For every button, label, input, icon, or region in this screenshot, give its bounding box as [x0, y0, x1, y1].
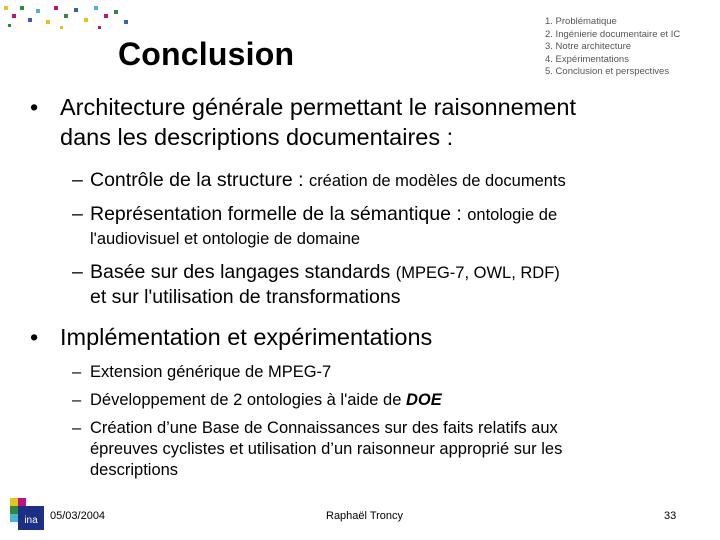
slide-title: Conclusion: [118, 36, 295, 72]
dash: –: [72, 203, 83, 225]
sub-bullet-line: épreuves cyclistes et utilisation d’un raisonneur approprié sur les: [90, 440, 563, 458]
sub-bullet-text: [90, 260, 690, 309]
agenda-item: 4. Expérimentations: [545, 53, 629, 65]
agenda-outline: [545, 16, 717, 79]
sub-bullet-detail: l'audiovisuel et ontologie de domaine: [90, 230, 361, 248]
bullet-line: Architecture générale permettant le raisonnement: [60, 94, 576, 120]
agenda-item: 2. Ingénierie documentaire et IC: [545, 28, 681, 40]
doe-emphasis: DOE: [405, 391, 442, 409]
sub-bullet-text: Extension générique de MPEG-7: [90, 363, 332, 381]
sub-bullet-line: Création d’une Base de Connaissances sur des faits relatifs aux: [90, 419, 558, 437]
sub-bullet-detail: création de modèles de documents: [308, 172, 566, 190]
sub-bullet-main: et sur l'utilisation de transformations: [90, 286, 401, 308]
agenda-item: 5. Conclusion et perspectives: [545, 66, 670, 78]
dash: –: [72, 391, 82, 409]
sub-bullet-text: [90, 202, 690, 251]
agenda-item: 3. Notre architecture: [545, 41, 632, 53]
sub-bullet-main: Développement de 2 ontologies à l'aide de: [90, 391, 406, 409]
footer-author: Raphaël Troncy: [326, 510, 404, 522]
sub-bullet-detail: ontologie de: [467, 206, 558, 224]
bullet-dot: •: [30, 94, 39, 120]
sub-bullet-main: Contrôle de la structure :: [90, 169, 309, 191]
sub-bullet-text: [90, 390, 690, 411]
agenda-item: 1. Problématique: [545, 16, 617, 27]
decorative-confetti: [0, 0, 140, 34]
footer-page-number: 33: [664, 510, 677, 522]
ina-logo-text: ina: [24, 515, 38, 526]
bullet-text: Implémentation et expérimentations: [60, 324, 433, 350]
bullet-dot: •: [30, 324, 39, 350]
bullet-text: [60, 92, 690, 152]
ina-logo: [10, 498, 44, 532]
dash: –: [72, 169, 83, 191]
footer-date: 05/03/2004: [50, 510, 106, 522]
sub-bullet-main: Basée sur des langages standards: [90, 261, 396, 283]
dash: –: [72, 261, 83, 283]
dash: –: [72, 419, 82, 437]
sub-bullet-text: [90, 168, 690, 193]
sub-bullet-detail: (MPEG-7, OWL, RDF): [395, 264, 560, 282]
sub-bullet-line: descriptions: [90, 461, 179, 479]
sub-bullet-main: Représentation formelle de la sémantique :: [90, 203, 468, 225]
dash: –: [72, 363, 82, 381]
sub-bullet-text: [90, 418, 690, 481]
bullet-line: dans les descriptions documentaires :: [60, 124, 454, 150]
